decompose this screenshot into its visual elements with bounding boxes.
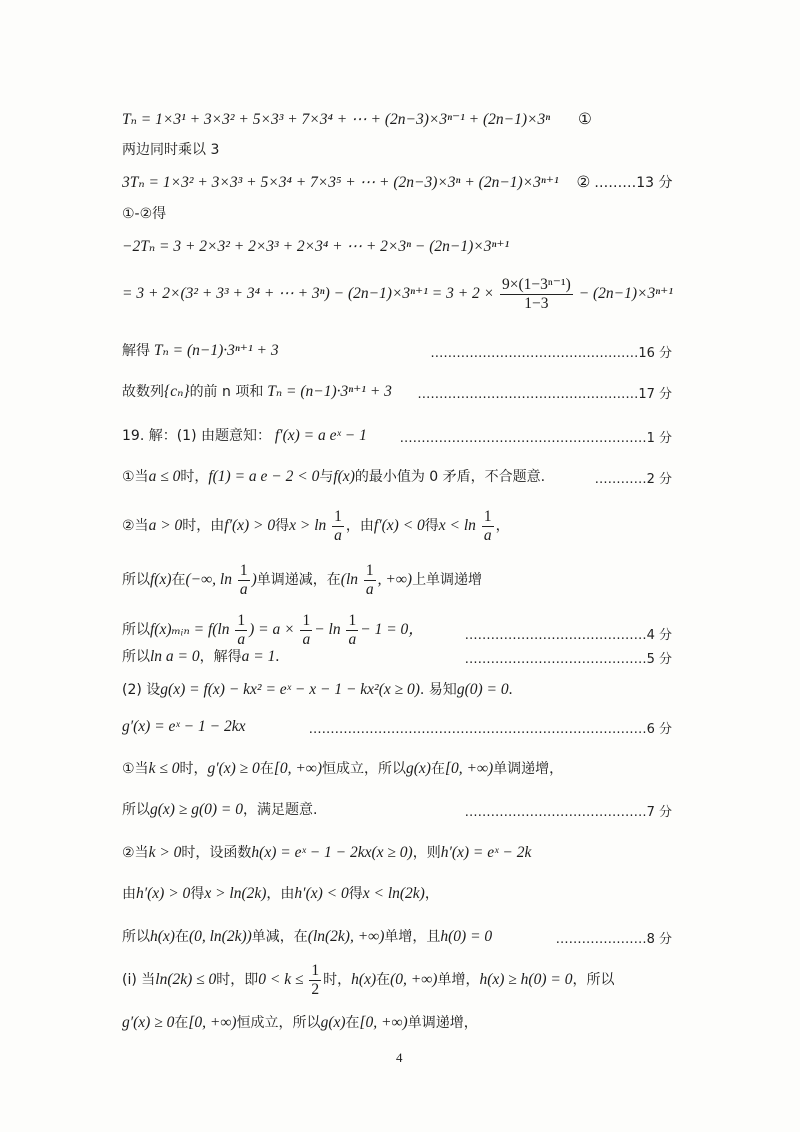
text: ，由: [345, 518, 374, 535]
score-2: …………2 分: [594, 472, 672, 487]
fraction: [364, 562, 376, 599]
line-g-derivative: [122, 716, 246, 738]
line-q19-derivative: [122, 425, 367, 447]
text: 与: [319, 469, 334, 485]
equation: Tₙ = (n−1)·3ⁿ⁺¹ + 3: [267, 383, 392, 400]
math: x > ln: [289, 517, 327, 535]
page-number: 4: [396, 1050, 403, 1065]
score-17: ……………………………………………17 分: [417, 387, 672, 402]
text: 恒成立，所以: [236, 1015, 321, 1031]
math: f′(x) < 0: [373, 517, 425, 535]
score-5: ……………………………………5 分: [464, 652, 672, 667]
numerator: 9×(1−3ⁿ⁻¹): [502, 276, 571, 293]
score: ………13 分: [594, 175, 673, 191]
text: 单减，在: [251, 929, 308, 945]
text: ②当: [122, 845, 149, 861]
text: 故数列: [122, 384, 164, 400]
numerator: 1: [365, 562, 374, 579]
numerator: 1: [334, 508, 342, 525]
eq-marker: ①: [578, 110, 592, 128]
fraction: [332, 508, 344, 545]
line-min-value: [122, 612, 424, 649]
denominator: a: [239, 581, 248, 598]
numerator: 1: [239, 562, 248, 579]
numerator: 1: [237, 612, 246, 629]
text: 单增，: [437, 972, 480, 989]
text: 在: [174, 1015, 189, 1031]
text: 上单调递增: [412, 572, 483, 589]
math: ): [251, 571, 257, 589]
text: ，: [424, 886, 439, 902]
line-h-monotonic: [122, 926, 492, 948]
math: f(x)ₘᵢₙ = f(ln: [150, 621, 230, 639]
text: 单调递增，: [407, 1015, 478, 1031]
math: a ≤ 0: [148, 468, 181, 485]
line-k-le-0-conclusion: [122, 799, 317, 821]
equation: = 3 + 2×(3² + 3³ + 3⁴ + ⋯ + 3ⁿ) − (2n−1)×3ⁿ⁺¹ = 3 + 2 ×: [122, 285, 495, 303]
equation: f′(x) = a eˣ − 1: [274, 427, 367, 444]
math: a > 0: [148, 517, 183, 535]
fraction: [309, 962, 321, 999]
math: h(0) = 0: [440, 928, 493, 945]
text: 单增，且: [384, 929, 441, 945]
math: x > ln(2k): [204, 885, 267, 902]
denominator: a: [302, 631, 311, 648]
math: g(x) = f(x) − kx² = eˣ − x − 1 − kx²(x ≥ 0): [160, 681, 420, 698]
text: 19. 解：(1) 由题意知：: [122, 428, 271, 444]
text: 的前 n 项和: [189, 384, 264, 400]
text: 时，设函数: [181, 845, 252, 861]
text: 时，即: [216, 972, 259, 989]
line-subtract: ①-②得: [122, 206, 167, 222]
score-6: ……………………………………………………………………6 分: [308, 722, 672, 737]
text: 单调递减，在: [256, 572, 341, 589]
math: − 1 = 0，: [360, 621, 424, 639]
numerator: 1: [348, 612, 357, 629]
text: 所以: [122, 649, 150, 665]
text: (ⅰ) 当: [122, 972, 156, 989]
line-case-a-le-0: [122, 466, 545, 488]
text: 时，由: [182, 518, 225, 535]
line-case-a-gt-0: [122, 508, 510, 545]
line-monotonic: [122, 562, 482, 599]
math: h(x) = eˣ − 1 − 2kx(x ≥ 0): [251, 844, 413, 861]
fraction: [500, 276, 573, 313]
math: g(x): [320, 1014, 346, 1031]
line-tn-expansion: [122, 108, 592, 131]
text: 解得: [122, 343, 150, 359]
math: g(x) ≥ g(0) = 0: [150, 801, 243, 818]
sequence: {cₙ}: [164, 383, 190, 400]
text: 单调递增，: [493, 761, 564, 777]
math: g′(x) ≥ 0: [207, 760, 260, 777]
math: h′(x) < 0: [294, 885, 349, 902]
line-3tn: [122, 171, 673, 194]
math: h′(x) > 0: [136, 885, 191, 902]
line-subcase-i: [122, 962, 614, 999]
numerator: 1: [302, 612, 311, 629]
math: (0, ln(2k)): [188, 928, 252, 945]
text: 由: [122, 886, 136, 902]
text: 在: [171, 572, 186, 589]
text: ①当: [122, 761, 149, 777]
math: k > 0: [148, 844, 182, 861]
text: 的最小值为 0 矛盾，不合题意.: [354, 469, 546, 485]
math: (ln: [340, 571, 359, 589]
fraction: [238, 562, 250, 599]
numerator: 1: [311, 962, 320, 979]
math: h(x): [351, 971, 377, 989]
text: 时，: [180, 469, 209, 485]
math: 0 < k ≤: [258, 971, 304, 989]
denominator: 1−3: [524, 295, 549, 312]
equation: −2Tₙ = 3 + 2×3² + 2×3³ + 2×3⁴ + ⋯ + 2×3ⁿ − (2n−1)×3ⁿ⁺¹: [122, 238, 510, 255]
equation: Tₙ = 1×3¹ + 3×3² + 5×3³ + 7×3⁴ + ⋯ + (2n−3)×3ⁿ⁻¹ + (2n−1)×3ⁿ: [122, 111, 551, 128]
math: [0, +∞): [359, 1014, 408, 1031]
text: 所以: [122, 802, 150, 818]
text: 在: [174, 929, 189, 945]
math: h(x): [150, 928, 175, 945]
line-conclusion: [122, 381, 392, 403]
denominator: a: [237, 631, 246, 648]
text: ②当: [122, 518, 149, 535]
text: 得: [348, 886, 363, 902]
math: − ln: [314, 621, 341, 639]
text: ①当: [122, 469, 149, 485]
text: 所以: [122, 929, 150, 945]
line-part2-define-g: [122, 679, 512, 701]
fraction: [300, 612, 312, 649]
denominator: 2: [311, 981, 320, 998]
math: a = 1: [241, 648, 276, 665]
score-8: …………………8 分: [555, 932, 672, 947]
text: 时，: [179, 761, 208, 777]
line-multiply-3: 两边同时乘以 3: [122, 142, 220, 158]
text: .: [275, 648, 280, 665]
text: (2) 设: [122, 682, 161, 698]
math: x < ln: [438, 517, 476, 535]
line-neg2tn: [122, 236, 509, 258]
equation: − (2n−1)×3ⁿ⁺¹: [578, 285, 673, 303]
line-sum-geometric: [122, 276, 673, 313]
math: [0, +∞): [444, 760, 494, 777]
denominator: a: [348, 631, 357, 648]
fraction: [482, 508, 494, 545]
math: f(x): [333, 468, 355, 485]
math: x < ln(2k): [362, 885, 425, 902]
fraction: [346, 612, 358, 649]
score-1: …………………………………………………1 分: [399, 431, 672, 446]
line-case-k-gt-0: [122, 842, 531, 864]
numerator: 1: [483, 508, 492, 525]
denominator: a: [334, 527, 342, 544]
math: ln a = 0: [150, 648, 200, 665]
text: 所以: [122, 572, 150, 589]
eq-marker: ②: [576, 173, 591, 191]
math: ) = a ×: [249, 621, 295, 639]
text: ，由: [266, 886, 295, 902]
math: g′(x) ≥ 0: [122, 1014, 175, 1031]
denominator: a: [365, 581, 374, 598]
text: 在: [376, 972, 391, 989]
math: f′(x) > 0: [224, 517, 276, 535]
line-h-sign: [122, 883, 439, 905]
math: , +∞): [377, 571, 413, 589]
math: ln(2k) ≤ 0: [155, 971, 217, 989]
line-subcase-i-conclusion: [122, 1012, 478, 1034]
math: f(1) = a e − 2 < 0: [208, 468, 320, 485]
equation: 3Tₙ = 1×3² + 3×3³ + 5×3⁴ + 7×3⁵ + ⋯ + (2n−3)×3ⁿ + (2n−1)×3ⁿ⁺¹: [122, 174, 559, 191]
fraction: [235, 612, 247, 649]
text: 时，: [323, 972, 352, 989]
score-7: ……………………………………7 分: [464, 805, 672, 820]
text: ，则: [412, 845, 441, 861]
score-16: …………………………………………16 分: [430, 346, 672, 361]
math: k ≤ 0: [148, 760, 180, 777]
math: (0, +∞): [390, 971, 438, 989]
text: ，满足题意.: [243, 802, 318, 818]
denominator: a: [483, 527, 492, 544]
math: f(x): [150, 571, 172, 589]
line-solve-a: [122, 646, 279, 668]
math: (−∞, ln: [185, 571, 232, 589]
score-4: ……………………………………4 分: [464, 628, 672, 643]
text: 得: [190, 886, 205, 902]
math: h(x) ≥ h(0) = 0: [479, 971, 573, 989]
math: (ln(2k), +∞): [307, 928, 385, 945]
line-case-k-le-0: [122, 758, 563, 780]
text: 在: [345, 1015, 360, 1031]
line-result: [122, 340, 279, 362]
math: g(0) = 0: [456, 681, 509, 698]
text: ，: [495, 518, 510, 535]
math: [0, +∞): [273, 760, 323, 777]
equation: Tₙ = (n−1)·3ⁿ⁺¹ + 3: [153, 342, 279, 359]
math: h′(x) = eˣ − 2k: [440, 844, 532, 861]
text: 得: [424, 518, 439, 535]
equation: g′(x) = eˣ − 1 − 2kx: [122, 718, 246, 735]
text: 恒成立，所以: [322, 761, 407, 777]
text: . 易知: [419, 682, 457, 698]
text: 在: [430, 761, 445, 777]
text: .: [508, 681, 513, 698]
math: g(x): [406, 760, 431, 777]
text: ，所以: [572, 972, 615, 989]
text: 在: [259, 761, 274, 777]
text: ，解得: [199, 649, 242, 665]
text: 得: [275, 518, 290, 535]
text: 所以: [122, 622, 150, 639]
math: [0, +∞): [188, 1014, 237, 1031]
